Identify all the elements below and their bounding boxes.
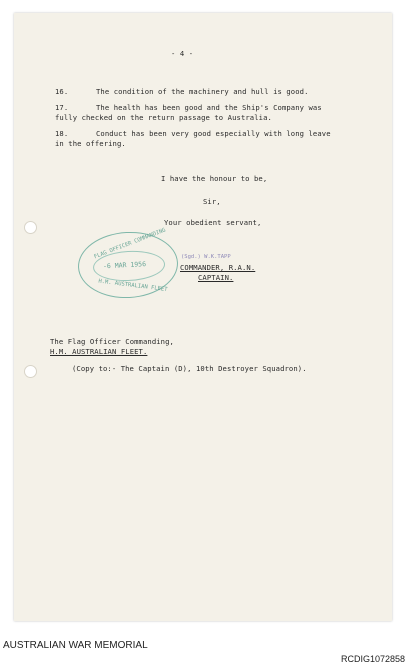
signed-name: (Sgd.) W.K.TAPP: [181, 254, 231, 260]
reference-id: RCDIG1072858: [340, 654, 405, 664]
paragraph-text-continued: in the offering.: [55, 139, 126, 148]
addressee-line-1: The Flag Officer Commanding,: [50, 337, 174, 346]
signature-rank: COMMANDER, R.A.N.: [180, 263, 256, 272]
paragraph-text: Conduct has been very good especially with long leave: [96, 129, 331, 138]
stamp-bottom-text: H.M. AUSTRALIAN FLEET: [97, 278, 168, 293]
stamp-top-text: FLAG OFFICER COMMANDING: [93, 227, 167, 261]
punch-hole-top: [24, 221, 37, 234]
stamp-date: -6 MAR 1956: [102, 260, 147, 271]
punch-hole-bottom: [24, 365, 37, 378]
signature-title: CAPTAIN.: [198, 273, 234, 282]
addressee-line-2: H.M. AUSTRALIAN FLEET.: [50, 347, 148, 356]
closing-honour: I have the honour to be,: [161, 174, 268, 183]
paragraph-text: The health has been good and the Ship's Company was: [96, 103, 322, 112]
closing-sir: Sir,: [203, 197, 221, 206]
paragraph-number: 16.: [55, 87, 69, 96]
institution-label: AUSTRALIAN WAR MEMORIAL: [3, 640, 148, 651]
paragraph-text: The condition of the machinery and hull is good.: [96, 87, 309, 96]
paragraph-number: 17.: [55, 103, 69, 112]
paragraph-number: 18.: [55, 129, 69, 138]
copy-note: (Copy to:- The Captain (D), 10th Destroyer Squadron).: [72, 364, 307, 373]
page-number: - 4 -: [171, 49, 194, 58]
paragraph-text-continued: fully checked on the return passage to Australia.: [55, 113, 272, 122]
closing-servant: Your obedient servant,: [164, 218, 262, 227]
